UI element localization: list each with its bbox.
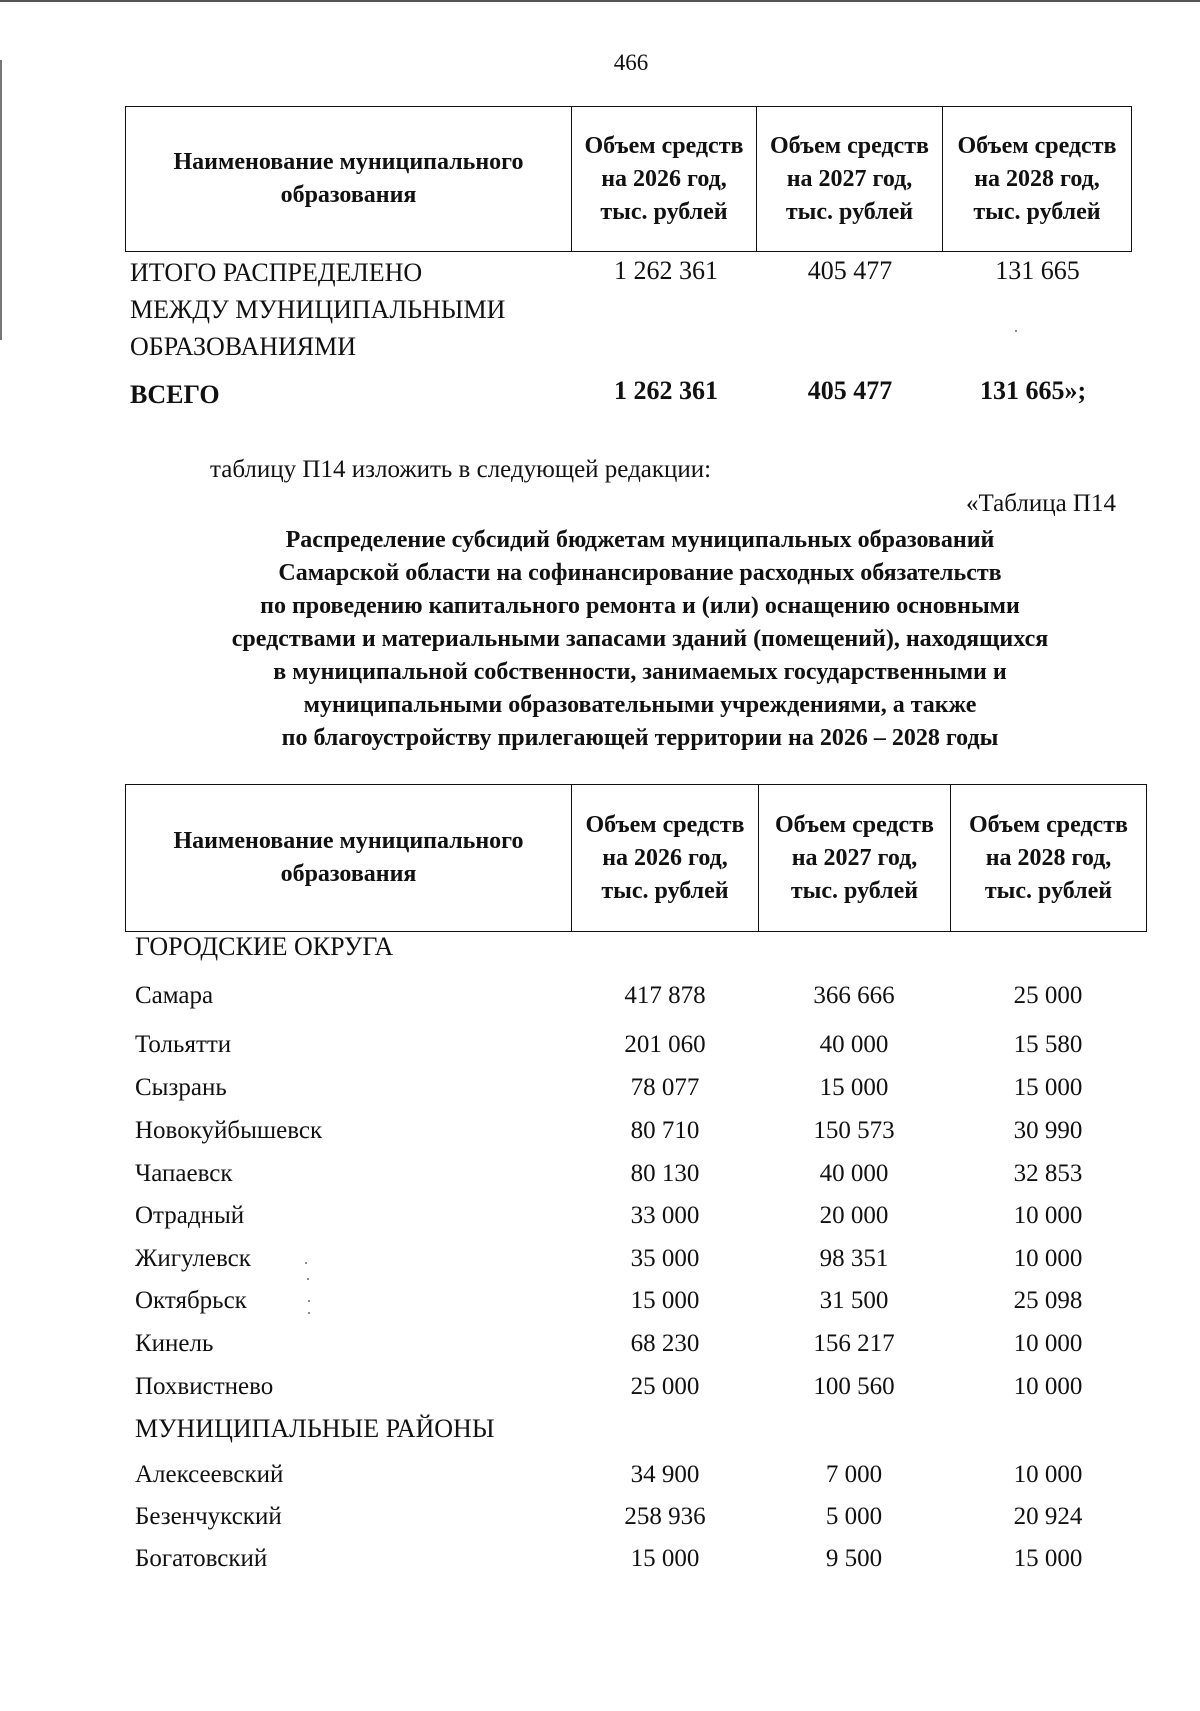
municipality-name: Богатовский <box>135 1545 268 1572</box>
header-2028: Объем средств на 2028 год, тыс. рублей <box>951 785 1147 932</box>
total-distributed-line-3: ОБРАЗОВАНИЯМИ <box>130 332 357 361</box>
header-municipality: Наименование муниципального образования <box>126 107 572 252</box>
value-2027: 100 560 <box>813 1373 895 1400</box>
scan-speck <box>1015 330 1017 332</box>
table-row <box>0 1373 1200 1409</box>
value-2028: 10 000 <box>1013 1330 1083 1357</box>
title-line: Самарской области на софинансирование расходных обязательств <box>278 560 1002 586</box>
header-2028: Объем средств на 2028 год, тыс. рублей <box>943 107 1132 252</box>
total-all-2028: 131 665»; <box>980 376 1087 405</box>
municipality-name: Чапаевск <box>135 1160 233 1187</box>
total-all-label: ВСЕГО <box>130 380 220 409</box>
title-line: средствами и материальными запасами зданий (помещений), находящихся <box>231 626 1049 652</box>
municipality-name: Отрадный <box>135 1202 245 1229</box>
value-2027: 31 500 <box>819 1287 889 1314</box>
scan-speck <box>308 1300 310 1302</box>
value-2026: 78 077 <box>630 1074 700 1101</box>
municipality-name: Сызрань <box>135 1074 227 1101</box>
table-row <box>0 1074 1200 1110</box>
page-number: 466 <box>613 50 649 75</box>
value-2027: 15 000 <box>819 1074 889 1101</box>
value-2028: 30 990 <box>1013 1117 1083 1144</box>
municipality-name: Новокуйбышевск <box>135 1117 323 1144</box>
value-2026: 258 936 <box>624 1503 706 1530</box>
header-municipality: Наименование муниципального образования <box>126 785 572 932</box>
value-2027: 40 000 <box>819 1031 889 1058</box>
table-row <box>0 1160 1200 1196</box>
scan-top-edge <box>0 0 1200 2</box>
section-title-city-districts: ГОРОДСКИЕ ОКРУГА <box>135 932 394 961</box>
table-row <box>0 1503 1200 1539</box>
value-2026: 15 000 <box>630 1545 700 1572</box>
total-distributed-label <box>130 254 505 365</box>
title-line: Распределение субсидий бюджетам муниципальных образований <box>285 527 995 553</box>
table-row <box>0 1545 1200 1581</box>
value-2028: 20 924 <box>1013 1503 1083 1530</box>
total-all-2026: 1 262 361 <box>614 376 718 405</box>
total-all-2027: 405 477 <box>807 376 893 405</box>
scan-speck <box>308 1312 310 1314</box>
value-2026: 68 230 <box>630 1330 700 1357</box>
value-2027: 98 351 <box>819 1245 889 1272</box>
total-distributed-2026: 1 262 361 <box>614 256 718 285</box>
header-2027: Объем средств на 2027 год, тыс. рублей <box>757 107 943 252</box>
municipality-name: Алексеевский <box>135 1461 284 1488</box>
table-row <box>0 1245 1200 1281</box>
table-row <box>0 1461 1200 1497</box>
value-2028: 10 000 <box>1013 1373 1083 1400</box>
previous-table-header <box>125 106 1132 252</box>
value-2026: 417 878 <box>624 982 706 1009</box>
value-2027: 366 666 <box>813 982 895 1009</box>
value-2028: 32 853 <box>1013 1160 1083 1187</box>
value-2027: 9 500 <box>825 1545 883 1572</box>
value-2028: 10 000 <box>1013 1461 1083 1488</box>
total-distributed-line-2: МЕЖДУ МУНИЦИПАЛЬНЫМИ <box>130 295 506 324</box>
value-2026: 80 710 <box>630 1117 700 1144</box>
value-2027: 150 573 <box>813 1117 895 1144</box>
municipality-name: Самара <box>135 982 214 1009</box>
scan-speck <box>307 1278 309 1280</box>
value-2027: 156 217 <box>813 1330 895 1357</box>
value-2028: 15 580 <box>1013 1031 1083 1058</box>
municipality-name: Тольятти <box>135 1031 232 1058</box>
value-2028: 15 000 <box>1013 1545 1083 1572</box>
value-2026: 34 900 <box>630 1461 700 1488</box>
table-reference: «Таблица П14 <box>966 490 1116 517</box>
table-row <box>0 1330 1200 1366</box>
table-row <box>0 1031 1200 1067</box>
value-2028: 25 098 <box>1013 1287 1083 1314</box>
municipality-name: Жигулевск <box>135 1245 251 1272</box>
header-2026: Объем средств на 2026 год, тыс. рублей <box>572 785 759 932</box>
value-2026: 33 000 <box>630 1202 700 1229</box>
value-2026: 201 060 <box>624 1031 706 1058</box>
table-row <box>0 982 1200 1018</box>
instruction-text: таблицу П14 изложить в следующей редакции: <box>210 456 712 483</box>
value-2026: 80 130 <box>630 1160 700 1187</box>
value-2027: 7 000 <box>825 1461 883 1488</box>
value-2026: 15 000 <box>630 1287 700 1314</box>
value-2027: 40 000 <box>819 1160 889 1187</box>
scan-left-edge <box>0 60 2 340</box>
value-2028: 10 000 <box>1013 1245 1083 1272</box>
value-2027: 5 000 <box>825 1503 883 1530</box>
value-2026: 35 000 <box>630 1245 700 1272</box>
title-line: муниципальными образовательными учреждениями, а также <box>303 692 977 718</box>
table-row <box>0 1202 1200 1238</box>
value-2027: 20 000 <box>819 1202 889 1229</box>
total-distributed-line-1: ИТОГО РАСПРЕДЕЛЕНО <box>130 258 423 287</box>
subsidy-table-header <box>125 784 1147 932</box>
table-title <box>100 524 1180 755</box>
value-2028: 25 000 <box>1013 982 1083 1009</box>
value-2028: 10 000 <box>1013 1202 1083 1229</box>
header-2027: Объем средств на 2027 год, тыс. рублей <box>759 785 951 932</box>
municipality-name: Кинель <box>135 1330 214 1357</box>
municipality-name: Похвистнево <box>135 1373 274 1400</box>
table-row <box>0 1287 1200 1323</box>
table-row <box>0 1117 1200 1153</box>
value-2026: 25 000 <box>630 1373 700 1400</box>
title-line: в муниципальной собственности, занимаемых государственными и <box>273 659 1007 685</box>
total-distributed-2028: 131 665 <box>995 256 1080 285</box>
value-2028: 15 000 <box>1013 1074 1083 1101</box>
section-title-municipal-districts: МУНИЦИПАЛЬНЫЕ РАЙОНЫ <box>135 1414 495 1443</box>
municipality-name: Безенчукский <box>135 1503 282 1530</box>
title-line: по благоустройству прилегающей территории на 2026 – 2028 годы <box>281 725 999 751</box>
total-distributed-2027: 405 477 <box>807 256 893 285</box>
header-2026: Объем средств на 2026 год, тыс. рублей <box>572 107 757 252</box>
scan-speck <box>305 1262 307 1264</box>
municipality-name: Октябрьск <box>135 1287 247 1314</box>
title-line: по проведению капитального ремонта и (или) оснащению основными <box>260 593 1020 619</box>
